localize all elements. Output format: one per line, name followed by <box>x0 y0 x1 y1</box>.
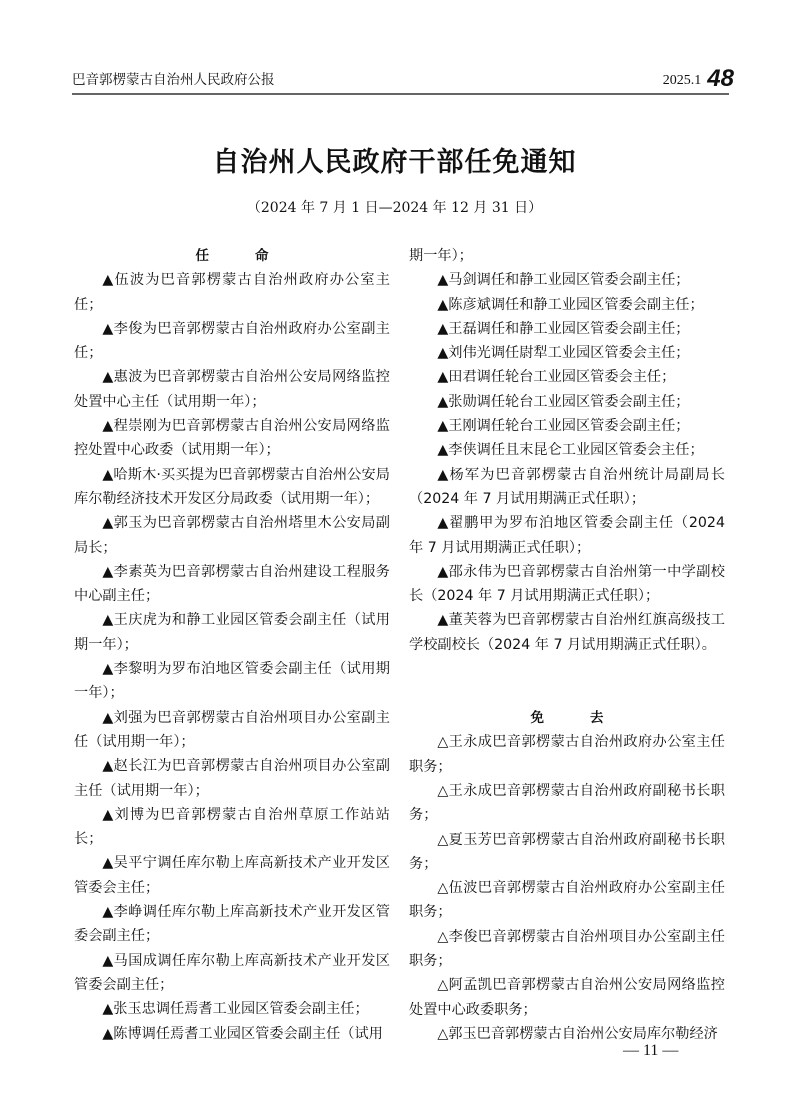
appointment-item: ▲哈斯木·买买提为巴音郭楞蒙古自治州公安局库尔勒经济技术开发区分局政委（试用期一年）； <box>74 466 390 507</box>
appointment-item: ▲王庆虎为和静工业园区管委会副主任（试用期一年）； <box>74 612 390 653</box>
dismissal-item: △王永成巴音郭楞蒙古自治州政府副秘书长职务； <box>409 782 725 824</box>
appointment-item: ▲李黎明为罗布泊地区管委会副主任（试用期一年）； <box>74 661 390 702</box>
appointment-item: ▲翟鹏甲为罗布泊地区管委会副主任（2024 年 7 月试用期满正式任职）； <box>409 515 725 556</box>
appointments-heading <box>74 244 390 268</box>
issue-date: 2025.1 <box>662 73 702 88</box>
publication-name: 巴音郭楞蒙古自治州人民政府公报 <box>72 72 275 88</box>
dismissals-heading <box>409 706 725 730</box>
dismissal-item: △夏玉芳巴音郭楞蒙古自治州政府副秘书长职务； <box>409 831 725 872</box>
appointment-item: ▲伍波为巴音郭楞蒙古自治州政府办公室主任； <box>74 272 390 313</box>
appointment-item: ▲董芙蓉为巴音郭楞蒙古自治州红旗高级技工学校副校长（2024 年 7 月试用期满正式任职）。 <box>409 612 725 653</box>
right-column <box>409 244 725 1046</box>
appointment-item: ▲赵长江为巴音郭楞蒙古自治州项目办公室副主任（试用期一年）； <box>74 758 390 799</box>
appointment-item: ▲程崇刚为巴音郭楞蒙古自治州公安局网络监控处置中心政委（试用期一年）； <box>74 418 390 459</box>
appointment-item: ▲杨军为巴音郭楞蒙古自治州统计局副局长（2024 年 7 月试用期满正式任职）； <box>409 466 725 507</box>
document-title: 自治州人民政府干部任免通知 <box>212 147 577 178</box>
appointment-item: ▲刘强为巴音郭楞蒙古自治州项目办公室副主任（试用期一年）； <box>74 709 390 750</box>
section-spacer <box>409 657 725 706</box>
appointment-item: ▲吴平宁调任库尔勒上库高新技术产业开发区管委会主任； <box>74 855 390 896</box>
appointment-item: ▲王磊调任和静工业园区管委会副主任； <box>437 320 690 337</box>
dismissal-item: △李俊巴音郭楞蒙古自治州项目办公室副主任职务； <box>409 928 725 970</box>
appointment-item: ▲惠波为巴音郭楞蒙古自治州公安局网络监控处置中心主任（试用期一年）； <box>74 369 390 410</box>
appointment-item: ▲李俊为巴音郭楞蒙古自治州政府办公室副主任； <box>74 320 390 362</box>
dismissal-item: △郭玉巴音郭楞蒙古自治州公安局库尔勒经济 <box>437 1025 718 1042</box>
dismissals-list <box>409 730 725 1046</box>
appointment-item: ▲王刚调任轮台工业园区管委会副主任； <box>437 418 690 435</box>
appointment-item: ▲李侠调任且末昆仑工业园区管委会主任； <box>437 442 704 459</box>
dismissal-item: △阿孟凯巴音郭楞蒙古自治州公安局网络监控处置中心政委职务； <box>409 977 725 1018</box>
heading-char: 免 <box>530 710 544 727</box>
heading-char: 命 <box>255 248 269 264</box>
appointment-item: ▲刘博为巴音郭楞蒙古自治州草原工作站站长； <box>74 806 390 848</box>
appointment-item: ▲刘伟光调任尉犁工业园区管委会主任； <box>437 345 690 362</box>
continued-text: 期一年）； <box>409 248 473 264</box>
heading-char: 去 <box>590 710 604 727</box>
appointment-item: ▲李峥调任库尔勒上库高新技术产业开发区管委会副主任； <box>74 904 390 945</box>
issue-info <box>663 62 734 92</box>
appointment-item: ▲马国成调任库尔勒上库高新技术产业开发区管委会副主任； <box>74 952 390 993</box>
appointments-list-left <box>74 268 390 1046</box>
page-number: — 11 — <box>623 1042 679 1059</box>
header-divider <box>72 93 729 95</box>
heading-char: 任 <box>195 248 209 264</box>
appointment-item: ▲陈彦斌调任和静工业园区管委会副主任； <box>437 296 704 313</box>
running-header <box>72 62 734 92</box>
appointment-item: ▲张玉忠调任焉耆工业园区管委会副主任； <box>102 1001 369 1018</box>
appointment-item: ▲邵永伟为巴音郭楞蒙古自治州第一中学副校长（2024 年 7 月试用期满正式任职）； <box>409 563 725 605</box>
document-date-range: （2024 年 7 月 1 日—2024 年 12 月 31 日） <box>246 200 543 216</box>
dismissal-item: △王永成巴音郭楞蒙古自治州政府办公室主任职务； <box>409 734 725 775</box>
appointment-item: ▲陈博调任焉耆工业园区管委会副主任（试用 <box>102 1025 383 1042</box>
dismissal-item: △伍波巴音郭楞蒙古自治州政府办公室副主任职务； <box>409 880 725 921</box>
appointment-item: ▲张勋调任轮台工业园区管委会副主任； <box>437 393 690 410</box>
appointment-item: ▲马剑调任和静工业园区管委会副主任； <box>437 272 690 289</box>
issue-number: 48 <box>707 65 734 92</box>
left-column <box>74 244 390 1046</box>
appointment-item: ▲郭玉为巴音郭楞蒙古自治州塔里木公安局副局长； <box>74 515 390 556</box>
appointment-item: ▲李素英为巴音郭楞蒙古自治州建设工程服务中心副主任； <box>74 563 390 605</box>
appointment-item: ▲田君调任轮台工业园区管委会主任； <box>437 369 676 386</box>
appointments-list-right <box>409 268 725 657</box>
